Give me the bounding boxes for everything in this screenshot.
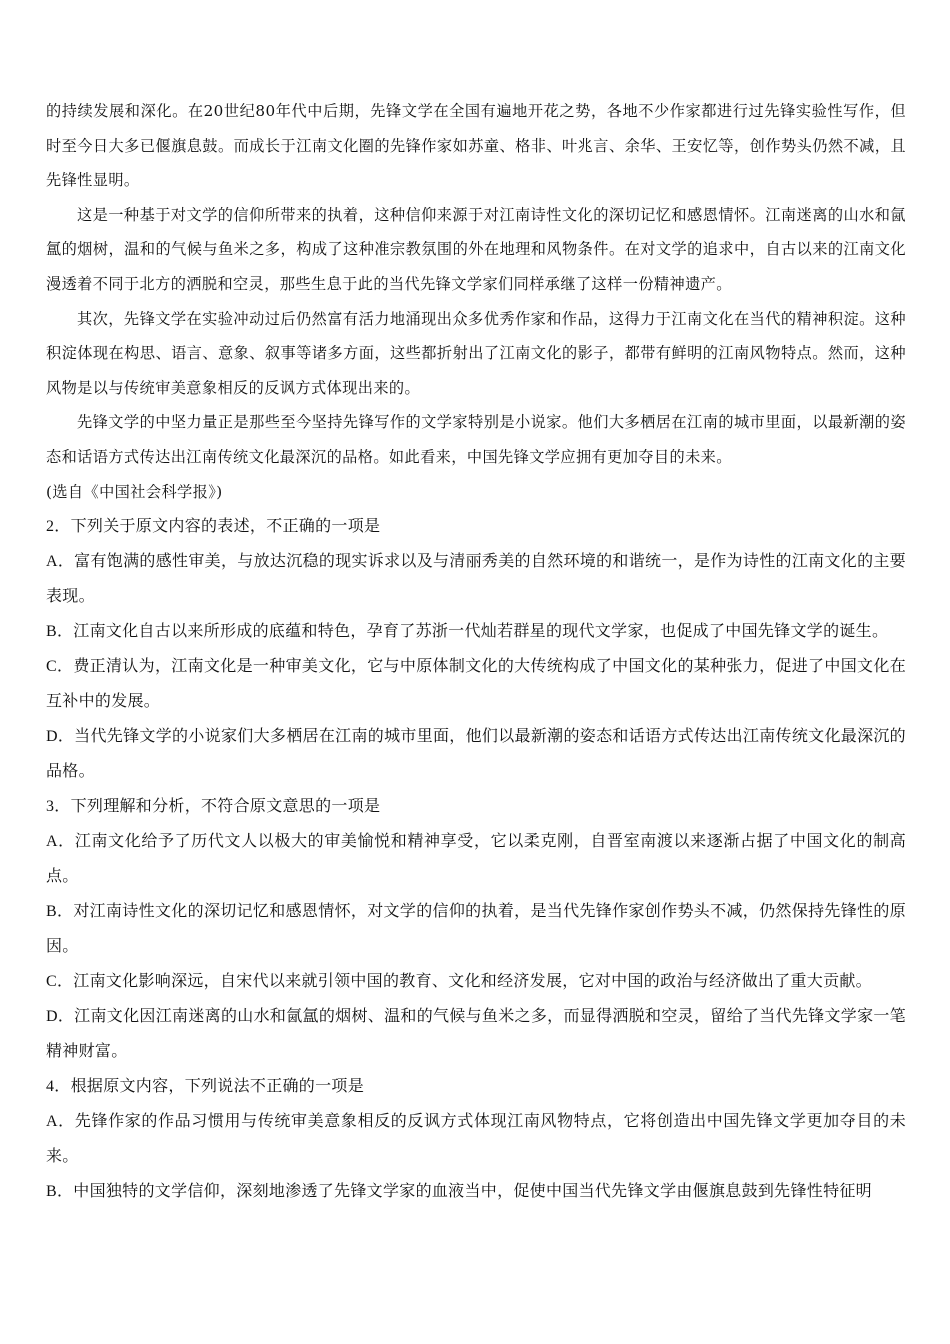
question-3-option-a: A．江南文化给予了历代文人以极大的审美愉悦和精神享受，它以柔克刚，自晋室南渡以来逐渐占据了中国文化的制高点。 [46, 833, 906, 886]
question-3-option-b: B．对江南诗性文化的深切记忆和感恩情怀，对文学的信仰的执着，是当代先锋作家创作势头不减，仍然保持先锋性的原因。 [46, 903, 906, 956]
question-4-option-a: A．先锋作家的作品习惯用与传统审美意象相反的反讽方式体现江南风物特点，它将创造出中国先锋文学更加夺目的未来。 [46, 1113, 906, 1166]
question-2-option-c: C．费正清认为，江南文化是一种审美文化，它与中原体制文化的大传统构成了中国文化的某种张力，促进了中国文化在互补中的发展。 [46, 658, 906, 711]
passage-source: (选自《中国社会科学报》) [46, 482, 223, 501]
question-4-option-b: B．中国独特的文学信仰，深刻地渗透了先锋文学家的血液当中，促使中国当代先锋文学由偃旗息鼓到先锋性特征明 [46, 1183, 872, 1201]
question-3-option-c: C．江南文化影响深远，自宋代以来就引领中国的教育、文化和经济发展，它对中国的政治与经济做出了重大贡献。 [46, 973, 872, 991]
question-2-option-d: D．当代先锋文学的小说家们大多栖居在江南的城市里面，他们以最新潮的姿态和话语方式传达出江南传统文化最深沉的品格。 [46, 728, 906, 781]
question-4-stem: 4．根据原文内容，下列说法不正确的一项是 [46, 1078, 365, 1096]
passage-paragraph-2: 这是一种基于对文学的信仰所带来的执着，这种信仰来源于对江南诗性文化的深切记忆和感恩情怀。江南迷离的山水和氤氲的烟树，温和的气候与鱼米之多，构成了这种准宗教氛围的外在地理和风物条件。在对文学的追求中，自古以来的江南文化漫透着不同于北方的洒脱和空灵，那些生息于此的当代先锋文学家们同样承继了这样一份精神遗产。 [46, 205, 906, 293]
passage-paragraph-4: 先锋文学的中坚力量正是那些至今坚持先锋写作的文学家特别是小说家。他们大多栖居在江南的城市里面，以最新潮的姿态和话语方式传达出江南传统文化最深沉的品格。如此看来，中国先锋文学应拥有更加夺目的未来。 [46, 413, 906, 466]
question-2-stem: 2．下列关于原文内容的表述，不正确的一项是 [46, 518, 381, 536]
question-3-option-d: D．江南文化因江南迷离的山水和氤氲的烟树、温和的气候与鱼米之多，而显得洒脱和空灵，留给了当代先锋文学家一笔精神财富。 [46, 1008, 906, 1061]
question-2-option-b: B．江南文化自古以来所形成的底蕴和特色，孕育了苏浙一代灿若群星的现代文学家，也促成了中国先锋文学的诞生。 [46, 623, 889, 641]
question-2-option-a: A．富有饱满的感性审美，与放达沉稳的现实诉求以及与清丽秀美的自然环境的和谐统一，是作为诗性的江南文化的主要表现。 [46, 553, 906, 606]
passage-paragraph-3: 其次，先锋文学在实验冲动过后仍然富有活力地涌现出众多优秀作家和作品，这得力于江南文化在当代的精神积淀。这种积淀体现在构思、语言、意象、叙事等诸多方面，这些都折射出了江南文化的影子，都带有鲜明的江南风物特点。然而，这种风物是以与传统审美意象相反的反讽方式体现出来的。 [46, 309, 906, 397]
passage-paragraph-1: 的持续发展和深化。在20世纪80年代中后期，先锋文学在全国有遍地开花之势，各地不少作家都进行过先锋实验性写作，但时至今日大多已偃旗息鼓。而成长于江南文化圈的先锋作家如苏童、格非、叶兆言、余华、王安忆等，创作势头仍然不减，且先锋性显明。 [46, 102, 906, 190]
question-3-stem: 3．下列理解和分析，不符合原文意思的一项是 [46, 798, 381, 816]
